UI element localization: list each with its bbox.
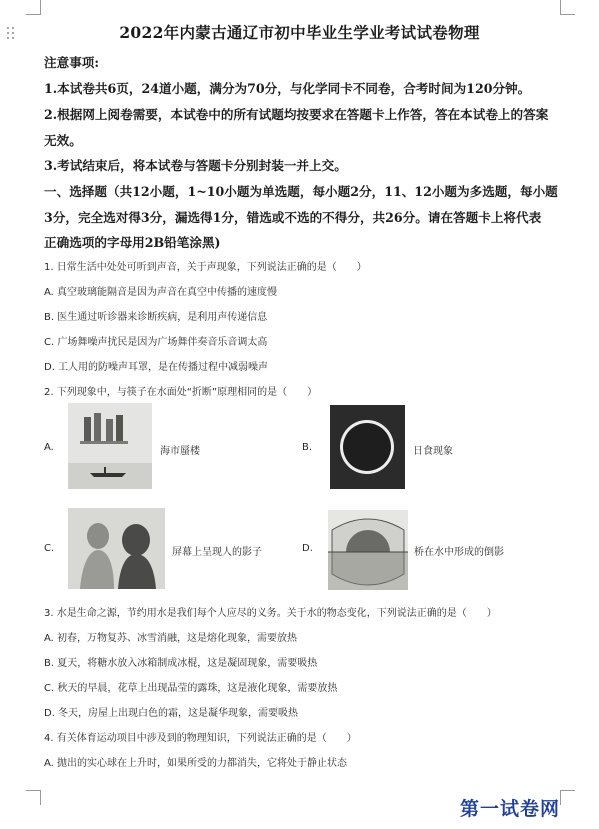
question-stem: 2. 下列现象中，与筷子在水面处“折断”原理相同的是（ ）	[44, 387, 318, 398]
answer-option: A. 抛出的实心球在上升时，如果所受的力都消失，它将处于静止状态	[44, 758, 348, 769]
image-option-letter: D.	[302, 543, 313, 554]
crop-mark-bottom-left	[26, 790, 41, 805]
answer-option: C. 广场舞噪声扰民是因为广场舞伴奏音乐音调太高	[44, 337, 268, 348]
notice-item: 2.根据网上阅卷需要，本试卷中的所有试题均按要求在答题卡上作答，答在本试卷上的答案	[44, 107, 549, 122]
notice-item: 无效。	[44, 133, 82, 148]
answer-option: A. 初春，万物复苏、冰雪消融，这是熔化现象，需要放热	[44, 633, 298, 644]
notice-item: 3.考试结束后，将本试卷与答题卡分别封装一并上交。	[44, 158, 347, 173]
solar-eclipse-image	[330, 405, 405, 489]
answer-option: A. 真空玻璃能隔音是因为声音在真空中传播的速度慢	[44, 287, 278, 298]
watermark-logo: 第一试卷网	[460, 798, 561, 820]
answer-option: D. 工人用的防噪声耳罩，是在传播过程中减弱噪声	[44, 362, 269, 373]
section-instruction: 正确选项的字母用2B铅笔涂黑)	[44, 235, 221, 250]
crop-mark-top-left	[26, 0, 41, 15]
image-option-caption: 屏幕上呈现人的影子	[172, 547, 262, 558]
answer-option: D. 冬天，房屋上出现白色的霜，这是凝华现象，需要吸热	[44, 708, 299, 719]
question-stem: 3. 水是生命之源，节约用水是我们每个人应尽的义务。关于水的物态变化，下列说法正确的是（ ）	[44, 608, 497, 619]
page-title: 2022年内蒙古通辽市初中毕业生学业考试试卷物理	[119, 23, 480, 42]
answer-option: C. 秋天的早晨，花草上出现晶莹的露珠，这是液化现象，需要放热	[44, 683, 338, 694]
bridge-reflection-image	[328, 510, 408, 590]
section-instruction: 3分，完全选对得3分，漏选得1分，错选或不选的不得分，共26分。请在答题卡上将代表	[44, 210, 542, 225]
notice-heading: 注意事项:	[44, 55, 100, 70]
shadow-on-screen-image	[68, 508, 165, 589]
image-option-caption: 海市蜃楼	[160, 446, 200, 457]
notice-item: 1.本试卷共6页，24道小题，满分为70分，与化学同卡不同卷，合考时间为120分钟。	[44, 81, 531, 96]
image-option-letter: B.	[302, 442, 313, 453]
image-option-letter: C.	[44, 543, 55, 554]
image-option-letter: A.	[44, 442, 54, 453]
crop-mark-bottom-right	[560, 790, 575, 805]
answer-option: B. 夏天，将糖水放入冰箱制成冰棍，这是凝固现象，需要吸热	[44, 658, 318, 669]
question-stem: 1. 日常生活中处处可听到声音，关于声现象，下列说法正确的是（ ）	[44, 262, 367, 273]
section-instruction: 一、选择题（共12小题，1~10小题为单选题，每小题2分，11、12小题为多选题，每小题	[44, 184, 558, 199]
mirage-image	[68, 403, 152, 489]
image-option-caption: 桥在水中形成的倒影	[414, 547, 504, 558]
answer-option: B. 医生通过听诊器来诊断疾病，是利用声传递信息	[44, 312, 268, 323]
image-option-caption: 日食现象	[413, 446, 453, 457]
crop-mark-top-right	[560, 0, 575, 15]
question-stem: 4. 有关体育运动项目中涉及到的物理知识，下列说法正确的是（ ）	[44, 733, 357, 744]
